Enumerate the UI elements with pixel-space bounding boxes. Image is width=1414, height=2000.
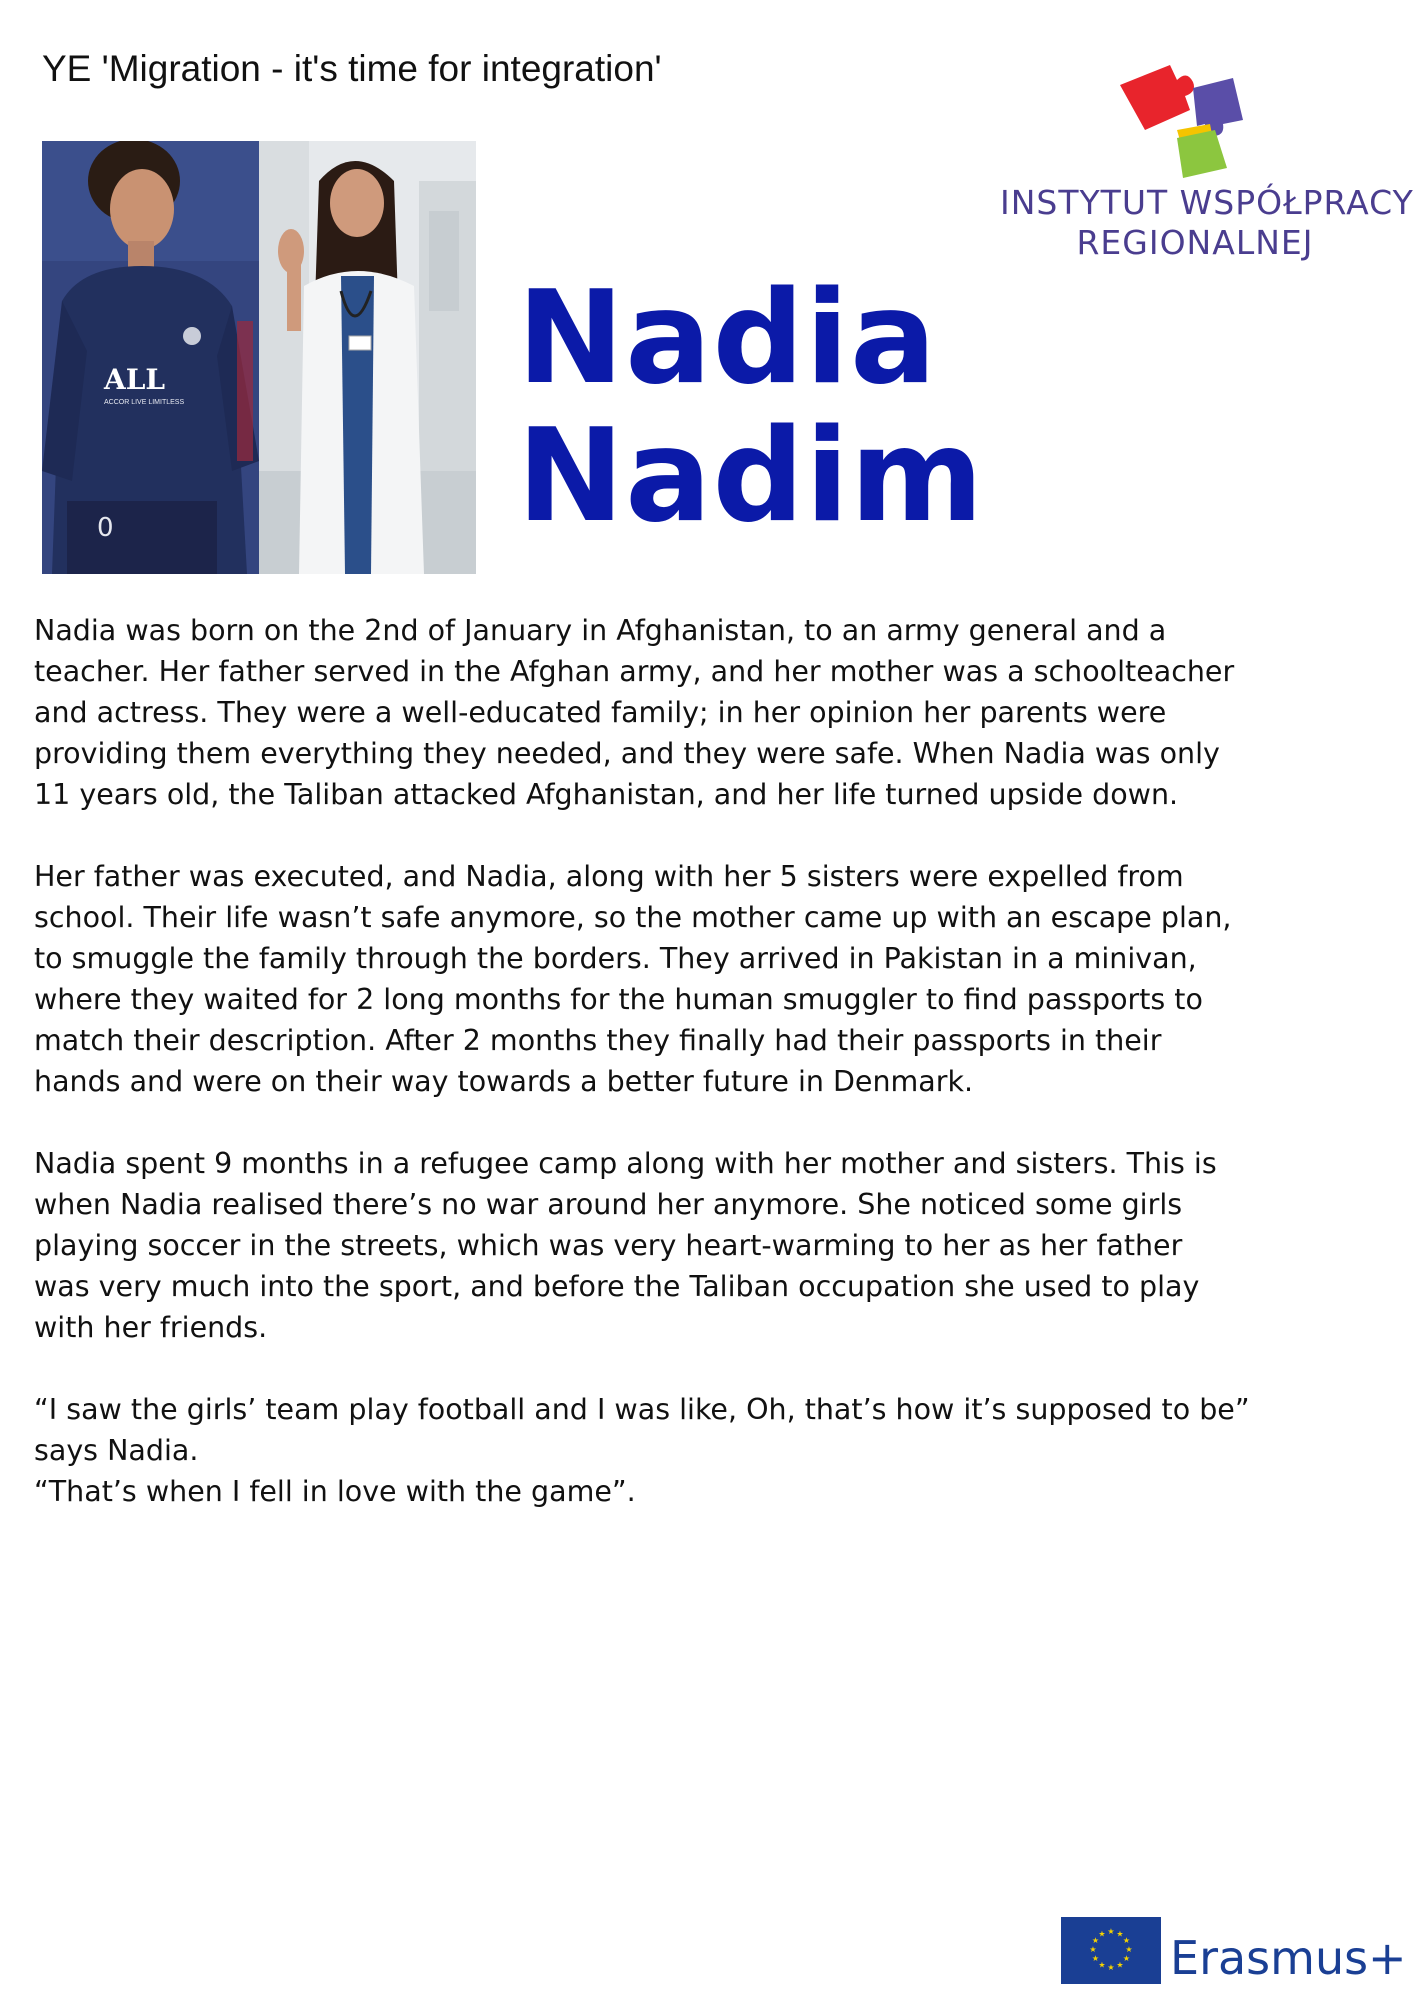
jersey-sponsor-subtext: ACCOR LIVE LIMITLESS [104, 399, 185, 406]
story-text [34, 610, 1394, 1512]
first-name: Nadia [517, 264, 938, 413]
story-paragraph-3: Nadia spent 9 months in a refugee camp along with her mother and sisters. This is when Nadia realised there’s no war around her anymore. She noticed some girls playing soccer in the streets, which was very heart-warming to her as her father was very much into the sport, and before the Taliban occupation she used to play with her friends. [34, 1147, 1217, 1344]
svg-text:★: ★ [1107, 1927, 1115, 1936]
svg-text:★: ★ [1089, 1945, 1097, 1954]
svg-text:★: ★ [1116, 1960, 1124, 1970]
doctor-photo [259, 141, 476, 574]
svg-text:★: ★ [1116, 1929, 1124, 1939]
doctor-illustration [259, 141, 476, 574]
puzzle-logo-icon [1115, 50, 1255, 180]
svg-text:★: ★ [1091, 1954, 1100, 1963]
last-name: Nadim [517, 402, 985, 551]
project-title: YE 'Migration - it's time for integration' [42, 48, 662, 89]
story-paragraph-2: Her father was executed, and Nadia, along with her 5 sisters were expelled from school. Their life wasn’t safe anymore, so the mother came up with an escape plan, to smuggle the family through the borders. They arrived in Pakistan in a minivan, where they waited for 2 long months for the human smuggler to find passports to match their description. After 2 months they finally had their passports in their hands and were on their way towards a better future in Denmark. [34, 860, 1232, 1098]
eu-flag-icon [1061, 1917, 1161, 1984]
svg-text:★: ★ [1098, 1960, 1106, 1970]
erasmus-label: Erasmus+ [1170, 1931, 1407, 1985]
institute-name-line2: REGIONALNEJ [1076, 223, 1314, 262]
soccer-player-illustration [42, 141, 259, 574]
jersey-sponsor-text: ALL [104, 363, 166, 396]
svg-text:★: ★ [1107, 1963, 1115, 1972]
svg-text:★: ★ [1091, 1936, 1100, 1945]
photo-collage [42, 141, 476, 574]
person-name [517, 264, 985, 551]
eu-stars-icon [1061, 1917, 1161, 1984]
svg-text:★: ★ [1122, 1954, 1131, 1963]
svg-text:0: 0 [97, 513, 114, 543]
story-paragraph-1: Nadia was born on the 2nd of January in Afghanistan, to an army general and a teacher. Her father served in the Afghan army, and her mother was a schoolteacher and actress. They were a well-educated family; in her opinion her parents were providing them everything they needed, and they were safe. When Nadia was only 11 years old, the Taliban attacked Afghanistan, and her life turned upside down. [34, 614, 1235, 811]
erasmus-plus-logo [1061, 1917, 1407, 1987]
svg-text:★: ★ [1125, 1945, 1133, 1954]
institute-name [1000, 183, 1414, 263]
svg-text:★: ★ [1122, 1936, 1131, 1945]
svg-text:★: ★ [1098, 1929, 1106, 1939]
institute-name-line1: INSTYTUT WSPÓŁPRACY [1000, 183, 1414, 222]
soccer-player-photo [42, 141, 259, 574]
institute-logo [1000, 50, 1414, 280]
story-quote: “I saw the girls’ team play football and I was like, Oh, that’s how it’s supposed to be” says Nadia. “That’s when I fell in love with the game”. [34, 1393, 1250, 1508]
